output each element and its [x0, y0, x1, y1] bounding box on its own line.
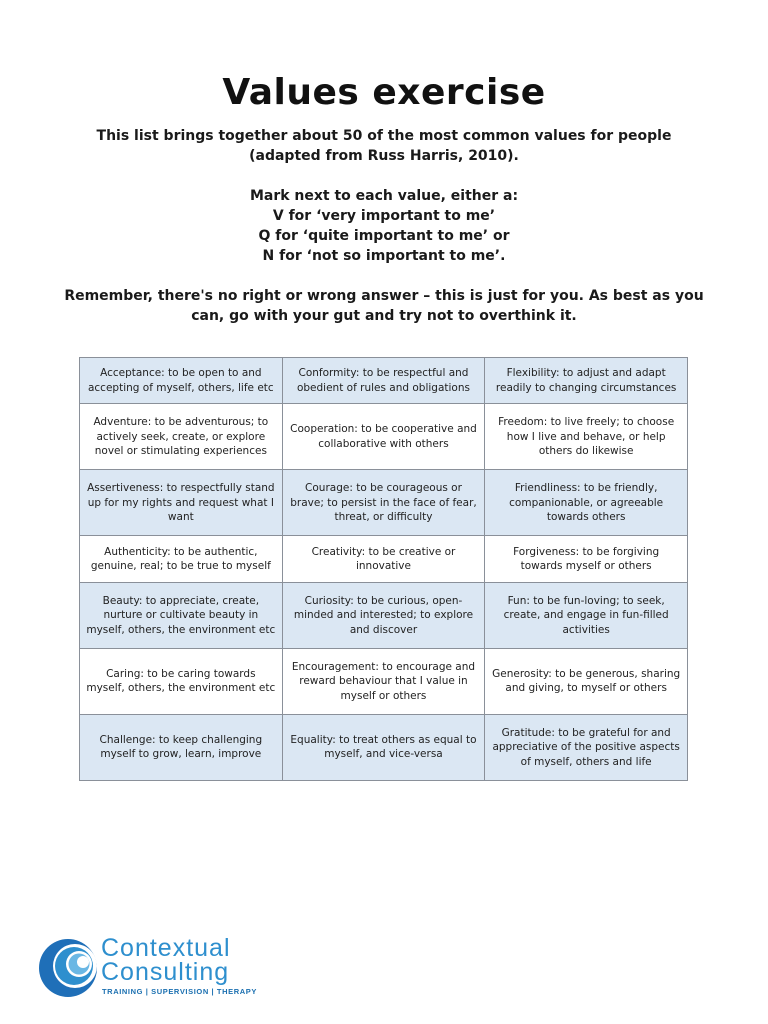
table-row	[80, 648, 688, 714]
value-cell: Courage: to be courageous or brave; to persist in the face of fear, threat, or difficulty	[282, 470, 485, 536]
intro-remember: Remember, there's no right or wrong answer – this is just for you. As best as you can, go with your gut and try not to overthink it.	[64, 288, 704, 324]
value-cell: Forgiveness: to be forgiving towards myself or others	[485, 536, 688, 582]
value-cell: Creativity: to be creative or innovative	[282, 536, 485, 582]
instruction-mark: Mark next to each value, either a:	[249, 188, 519, 204]
logo-line-2: Consulting	[101, 958, 230, 986]
logo-line-1: Contextual	[101, 934, 231, 962]
value-cell: Freedom: to live freely; to choose how I live and behave, or help others do likewise	[485, 404, 688, 470]
intro-description: This list brings together about 50 of the most common values for people (adapted from Russ Harris, 2010).	[96, 128, 672, 164]
value-cell: Curiosity: to be curious, open-minded and interested; to explore and discover	[282, 582, 485, 648]
table-row	[80, 536, 688, 582]
values-table	[79, 357, 688, 781]
value-cell: Fun: to be fun-loving; to seek, create, and engage in fun-filled activities	[485, 582, 688, 648]
value-cell: Cooperation: to be cooperative and collaborative with others	[282, 404, 485, 470]
value-cell: Adventure: to be adventurous; to actively seek, create, or explore novel or stimulating experiences	[80, 404, 283, 470]
value-cell: Generosity: to be generous, sharing and giving, to myself or others	[485, 648, 688, 714]
instruction-q: Q for ‘quite important to me’ or	[258, 228, 510, 244]
value-cell: Beauty: to appreciate, create, nurture or cultivate beauty in myself, others, the environment etc	[80, 582, 283, 648]
value-cell: Encouragement: to encourage and reward behaviour that I value in myself or others	[282, 648, 485, 714]
logo-tagline: TRAINING | SUPERVISION | THERAPY	[102, 987, 257, 996]
intro-text	[60, 126, 708, 326]
value-cell: Caring: to be caring towards myself, others, the environment etc	[80, 648, 283, 714]
logo-wordmark	[101, 936, 231, 984]
company-logo	[38, 936, 278, 1000]
logo-mark-icon	[38, 936, 100, 998]
value-cell: Conformity: to be respectful and obedient of rules and obligations	[282, 358, 485, 404]
value-cell: Challenge: to keep challenging myself to grow, learn, improve	[80, 714, 283, 780]
value-cell: Equality: to treat others as equal to myself, and vice-versa	[282, 714, 485, 780]
instruction-v: V for ‘very important to me’	[272, 208, 496, 224]
table-row	[80, 714, 688, 780]
value-cell: Gratitude: to be grateful for and appreciative of the positive aspects of myself, others and life	[485, 714, 688, 780]
page-title: Values exercise	[222, 72, 546, 113]
instruction-n: N for ‘not so important to me’.	[262, 248, 506, 264]
value-cell: Flexibility: to adjust and adapt readily to changing circumstances	[485, 358, 688, 404]
table-row	[80, 470, 688, 536]
value-cell: Authenticity: to be authentic, genuine, real; to be true to myself	[80, 536, 283, 582]
value-cell: Friendliness: to be friendly, companionable, or agreeable towards others	[485, 470, 688, 536]
table-row	[80, 582, 688, 648]
table-row	[80, 404, 688, 470]
value-cell: Acceptance: to be open to and accepting of myself, others, life etc	[80, 358, 283, 404]
table-row	[80, 358, 688, 404]
value-cell: Assertiveness: to respectfully stand up for my rights and request what I want	[80, 470, 283, 536]
